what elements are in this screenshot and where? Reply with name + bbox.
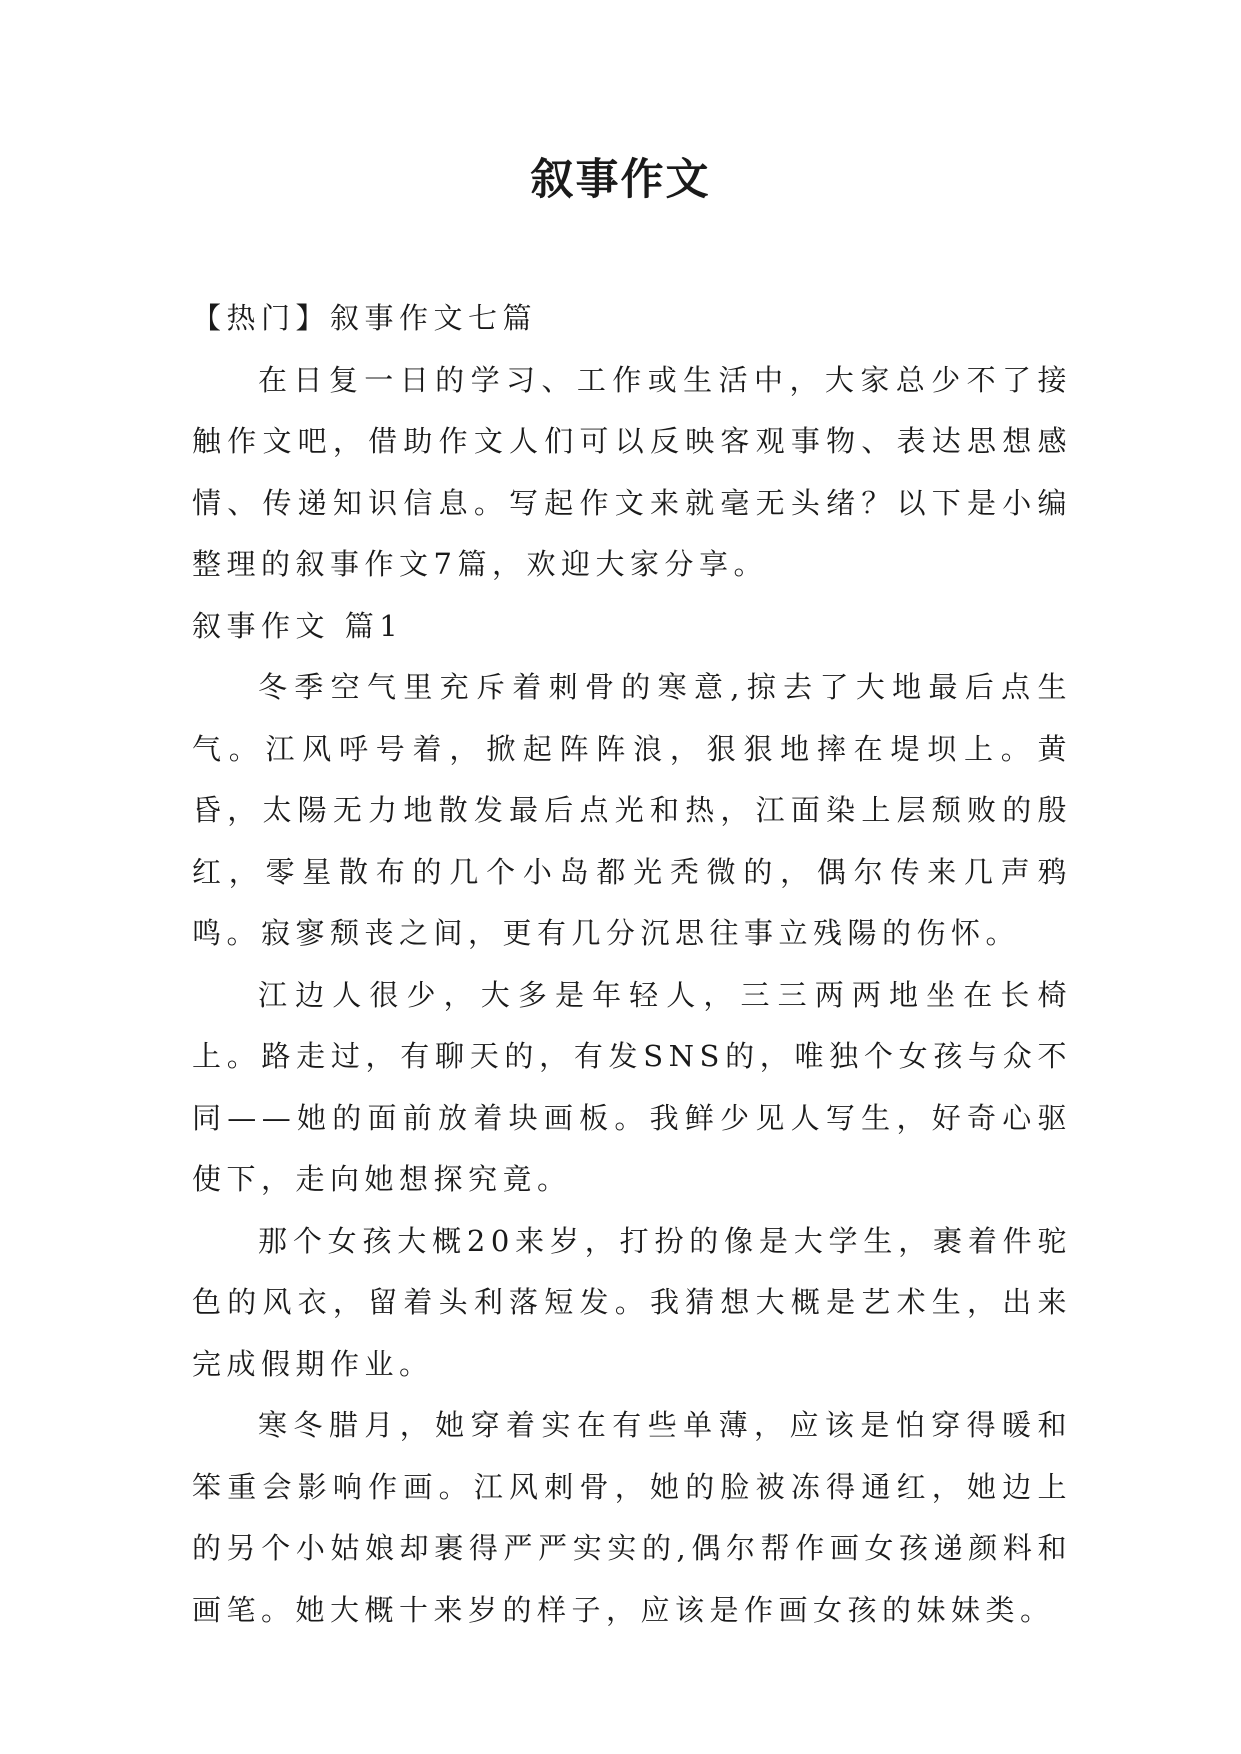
document-subtitle: 【热门】叙事作文七篇 [192,301,538,335]
body-paragraph: 江边人很少，大多是年轻人，三三两两地坐在长椅上。路走过，有聊天的，有发SNS的，唯独个女孩与众不同——她的面前放着块画板。我鲜少见人写生，好奇心驱使下，走向她想探究竟。 [192,977,1072,1196]
document-title: 叙事作文 [530,155,711,205]
section-heading: 叙事作文 篇1 [192,608,404,643]
body-paragraph: 那个女孩大概20来岁，打扮的像是大学生，裹着件驼色的风衣，留着头利落短发。我猜想大概是艺术生，出来完成假期作业。 [192,1223,1072,1381]
body-paragraph: 冬季空气里充斥着刺骨的寒意,掠去了大地最后点生气。江风呼号着，掀起阵阵浪，狠狠地摔在堤坝上。黄昏，太陽无力地散发最后点光和热，江面染上层颓败的殷红，零星散布的几个小岛都光秃微的，偶尔传来几声鸦鸣。寂寥颓丧之间，更有几分沉思往事立残陽的伤怀。 [192,670,1072,950]
intro-paragraph: 在日复一日的学习、工作或生活中，大家总少不了接触作文吧，借助作文人们可以反映客观事物、表达思想感情、传递知识信息。写起作文来就毫无头绪？以下是小编整理的叙事作文7篇，欢迎大家分享。 [192,362,1072,581]
document-body [192,288,1072,1641]
body-paragraph: 寒冬腊月，她穿着实在有些单薄，应该是怕穿得暖和笨重会影响作画。江风刺骨，她的脸被冻得通红，她边上的另个小姑娘却裹得严严实实的,偶尔帮作画女孩递颜料和画笔。她大概十来岁的样子，应该是作画女孩的妹妹类。 [192,1408,1072,1627]
